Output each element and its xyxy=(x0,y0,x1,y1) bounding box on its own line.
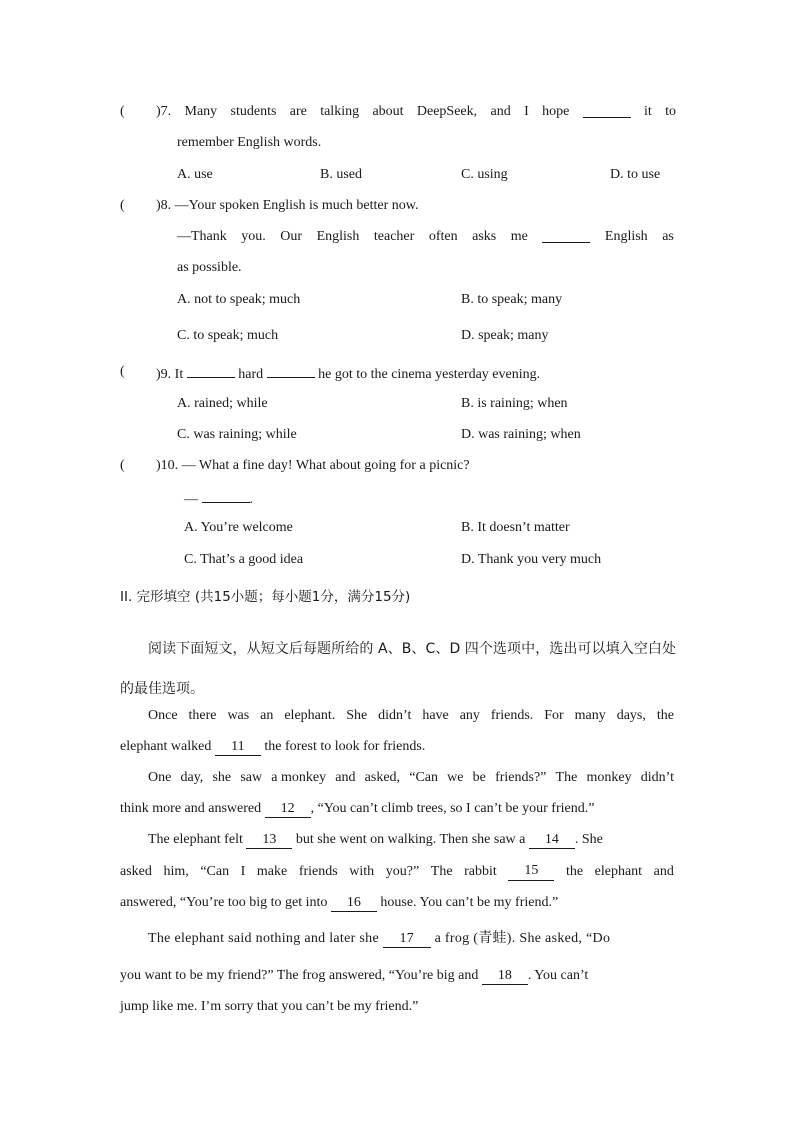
q9-option-d[interactable]: D. was raining; when xyxy=(461,427,581,442)
q10-answer-blank[interactable] xyxy=(202,488,250,503)
passage-p4-line-2: you want to be my friend?” The frog answered, “You’re big and 18 . You can’t xyxy=(120,968,589,983)
q7-word: and xyxy=(490,104,511,119)
q8-word: as xyxy=(662,229,674,244)
q9-option-b[interactable]: B. is raining; when xyxy=(461,396,568,411)
q7-word: talking xyxy=(320,104,360,119)
q8-bracket-open: ( xyxy=(120,198,125,213)
blank-12[interactable]: 12 xyxy=(265,801,311,818)
q9-option-c[interactable]: C. was raining; while xyxy=(177,427,297,442)
q7-option-c[interactable]: C. using xyxy=(461,167,508,182)
q10-option-c[interactable]: C. That’s a good idea xyxy=(184,552,304,567)
q7-word: hope xyxy=(542,104,570,119)
q7-answer-blank[interactable] xyxy=(583,103,631,118)
q8-stem: )8. —Your spoken English is much better now. xyxy=(156,198,419,213)
q7-option-d[interactable]: D. to use xyxy=(610,167,661,182)
q8-word: English xyxy=(604,229,648,244)
passage-p3-line-2: asked him, “Can I make friends with you?” The rabbit 15 the elephant and xyxy=(120,863,674,879)
q8-word: often xyxy=(428,229,458,244)
q8-option-c[interactable]: C. to speak; much xyxy=(177,328,279,343)
section-instruction: 阅读下面短文，从短文后每题所给的 A、B、C、D 四个选项中，选出可以填入空白处的最佳选项。 xyxy=(120,641,676,697)
q9-answer-blank-1[interactable] xyxy=(187,363,235,378)
blank-11[interactable]: 11 xyxy=(215,739,261,756)
q7-option-a[interactable]: A. use xyxy=(177,167,213,182)
q8-answer-blank[interactable] xyxy=(542,228,590,243)
q8-word: English xyxy=(316,229,360,244)
passage-p4-line-1: The elephant said nothing and later she 17 a frog (青蛙). She asked, “Do xyxy=(148,931,611,946)
q10-reply: — . xyxy=(184,488,253,509)
q7-word: DeepSeek, xyxy=(416,104,478,119)
q10-stem: )10. — What a fine day! What about going for a picnic? xyxy=(156,458,470,473)
q9-bracket-open: ( xyxy=(120,364,125,379)
q7-stem-line-2: remember English words. xyxy=(177,135,322,150)
q7-bracket-open: ( xyxy=(120,104,125,119)
q7-option-b[interactable]: B. used xyxy=(320,167,362,182)
q7-word: I xyxy=(524,104,529,119)
q7-word: it xyxy=(643,104,652,119)
q8-option-d[interactable]: D. speak; many xyxy=(461,328,549,343)
blank-16[interactable]: 16 xyxy=(331,895,377,912)
q9-option-a[interactable]: A. rained; while xyxy=(177,396,268,411)
q8-option-a[interactable]: A. not to speak; much xyxy=(177,292,301,307)
q7-word: are xyxy=(289,104,307,119)
passage-p3-line-3: answered, “You’re too big to get into 16 house. You can’t be my friend.” xyxy=(120,895,559,910)
section-heading: II. 完形填空 (共15小题；每小题1分，满分15分) xyxy=(120,589,411,605)
blank-15[interactable]: 15 xyxy=(508,863,554,881)
passage-p3-line-1: The elephant felt 13 but she went on walking. Then she saw a 14 . She xyxy=(148,832,603,847)
q8-word: asks xyxy=(472,229,497,244)
blank-14[interactable]: 14 xyxy=(529,832,575,849)
q7-close-num: )7. xyxy=(156,104,172,119)
q9-answer-blank-2[interactable] xyxy=(267,363,315,378)
q8-word: —Thank xyxy=(177,229,227,244)
passage-p1-line-2: elephant walked 11 the forest to look for friends. xyxy=(120,739,426,754)
q8-reply-line-2: as possible. xyxy=(177,260,242,275)
q8-reply-line xyxy=(177,228,674,246)
blank-18[interactable]: 18 xyxy=(482,968,528,985)
q9-stem: )9. It hard he got to the cinema yesterday evening. xyxy=(156,363,540,384)
q7-word: about xyxy=(372,104,404,119)
q8-word: teacher xyxy=(373,229,415,244)
q10-option-b[interactable]: B. It doesn’t matter xyxy=(461,520,570,535)
q8-option-b[interactable]: B. to speak; many xyxy=(461,292,563,307)
passage-p1-line-1: Once there was an elephant. She didn’t have any friends. For many days, the xyxy=(148,708,674,723)
q8-word: you. xyxy=(241,229,266,244)
q7-word: Many xyxy=(184,104,218,119)
passage-p4-line-3: jump like me. I’m sorry that you can’t be my friend.” xyxy=(120,999,419,1014)
q8-word: me xyxy=(510,229,528,244)
passage-p2-line-1: One day, she saw a monkey and asked, “Can we be friends?” The monkey didn’t xyxy=(148,770,674,785)
q10-bracket-open: ( xyxy=(120,458,125,473)
q10-option-a[interactable]: A. You’re welcome xyxy=(184,520,293,535)
q7-stem-line xyxy=(156,103,676,121)
blank-17[interactable]: 17 xyxy=(383,931,431,948)
blank-13[interactable]: 13 xyxy=(246,832,292,849)
q8-word: Our xyxy=(280,229,303,244)
passage-p2-line-2: think more and answered 12 , “You can’t climb trees, so I can’t be your friend.” xyxy=(120,801,595,816)
q7-word: students xyxy=(230,104,277,119)
q10-option-d[interactable]: D. Thank you very much xyxy=(461,552,602,567)
q7-word: to xyxy=(665,104,676,119)
